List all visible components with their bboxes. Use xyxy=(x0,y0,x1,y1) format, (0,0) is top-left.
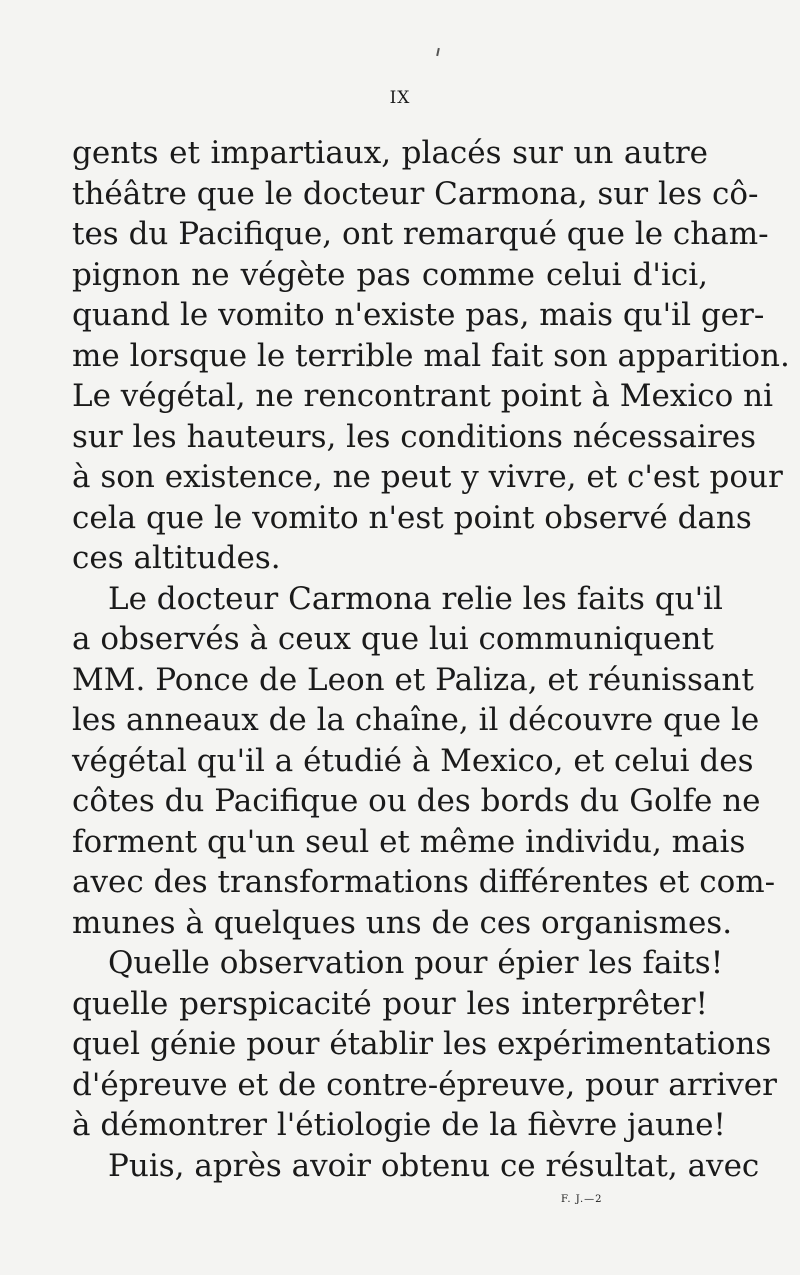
text-line: sur les hauteurs, les conditions nécessaires xyxy=(72,418,757,455)
text-line: ces altitudes. xyxy=(72,540,281,576)
ink-speck xyxy=(436,48,440,56)
page-number: IX xyxy=(389,88,411,108)
text-line: à démontrer l'étiologie de la fièvre jaune! xyxy=(72,1107,726,1143)
text-line: les anneaux de la chaîne, il découvre que le xyxy=(72,702,760,738)
text-line: tes du Pacifique, ont remarqué que le cham- xyxy=(72,216,769,252)
text-line: d'épreuve et de contre-épreuve, pour arriver xyxy=(72,1066,777,1103)
text-line: quand le vomito n'existe pas, mais qu'il ger- xyxy=(72,297,765,333)
text-line: Le docteur Carmona relie les faits qu'il xyxy=(108,580,723,617)
text-line: forment qu'un seul et même individu, mais xyxy=(72,823,746,860)
text-line: théâtre que le docteur Carmona, sur les cô- xyxy=(72,175,759,212)
text-line: munes à quelques uns de ces organismes. xyxy=(72,904,733,941)
text-line: Puis, après avoir obtenu ce résultat, avec xyxy=(108,1147,760,1184)
text-line: pignon ne végète pas comme celui d'ici, xyxy=(72,256,708,293)
text-line: quelle perspicacité pour les interprêter! xyxy=(72,985,708,1022)
signature-mark: F. J.—2 xyxy=(561,1194,603,1205)
text-line: MM. Ponce de Leon et Paliza, et réunissant xyxy=(72,661,754,698)
text-line: cela que le vomito n'est point observé dans xyxy=(72,499,752,536)
body-text xyxy=(72,133,790,1186)
text-line: Quelle observation pour épier les faits! xyxy=(108,945,724,981)
text-line: avec des transformations différentes et com- xyxy=(72,864,776,900)
text-line: végétal qu'il a étudié à Mexico, et celui des xyxy=(72,742,754,779)
text-line: à son existence, ne peut y vivre, et c'est pour xyxy=(72,459,783,495)
text-line: a observés à ceux que lui communiquent xyxy=(72,621,714,657)
text-line: gents et impartiaux, placés sur un autre xyxy=(72,135,708,171)
text-line: côtes du Pacifique ou des bords du Golfe ne xyxy=(72,783,761,819)
text-line: Le végétal, ne rencontrant point à Mexico ni xyxy=(72,378,773,414)
text-line: me lorsque le terrible mal fait son apparition. xyxy=(72,337,790,374)
text-line: quel génie pour établir les expérimentations xyxy=(72,1026,772,1062)
